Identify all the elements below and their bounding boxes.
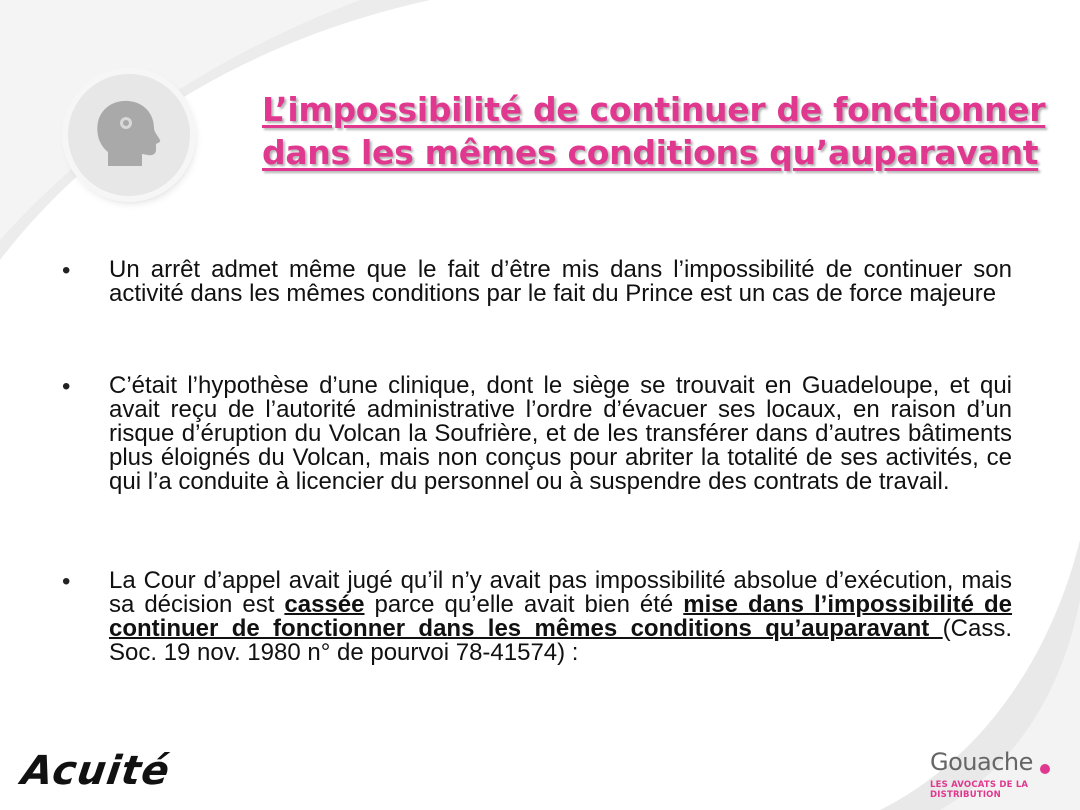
gouache-logo: Gouache: [930, 748, 1033, 776]
acuite-logo: Acuité: [18, 748, 174, 794]
text-run: La Cour d’appel avait jugé qu’il n’y avait pas impossibilité absolue d’exécution, mais sa décision est: [109, 567, 1012, 618]
gouache-tagline: LES AVOCATS DE LA DISTRIBUTION: [930, 780, 1029, 800]
bullet-text: C’était l’hypothèse d’une clinique, dont le siège se trouvait en Guadeloupe, et qui avait reçu de l’autorité administrative l’ordre d’évacuer ses locaux, en raison d’un risque d’éruption du Volcan la Soufrière, et de les transférer dans d’autres bâtiments plus éloignés du Volcan, mais non conçus pour abriter la totalité de ses activités, ce qui l’a conduite à licencier du personnel ou à suspendre des contrats de travail.: [109, 372, 1012, 495]
gouache-dot-icon: [1040, 764, 1050, 774]
head-silhouette-icon: [68, 74, 190, 196]
bullet-text: Un arrêt admet même que le fait d’être mis dans l’impossibilité de continuer son activité dans les mêmes conditions par le fait du Prince est un cas de force majeure: [109, 256, 1012, 307]
head-badge: [68, 74, 190, 196]
bullet-marker: •: [62, 568, 71, 595]
emphasis-cassee: cassée: [284, 591, 365, 618]
text-run: parce qu’elle avait bien été: [364, 591, 684, 618]
slide-title: L’impossibilité de continuer de fonctionner dans les mêmes conditions qu’auparavant: [262, 90, 1046, 172]
bullet-marker: •: [62, 257, 71, 284]
bullet-text: [109, 569, 1012, 665]
bullet-marker: •: [62, 373, 71, 400]
citation: (Cass. Soc. 19 nov. 1980 n° de pourvoi 78-41574) :: [109, 615, 1012, 666]
emphasis-holding: mise dans l’impossibilité de continuer de fonctionner dans les mêmes conditions qu’auparavant: [109, 591, 1013, 642]
